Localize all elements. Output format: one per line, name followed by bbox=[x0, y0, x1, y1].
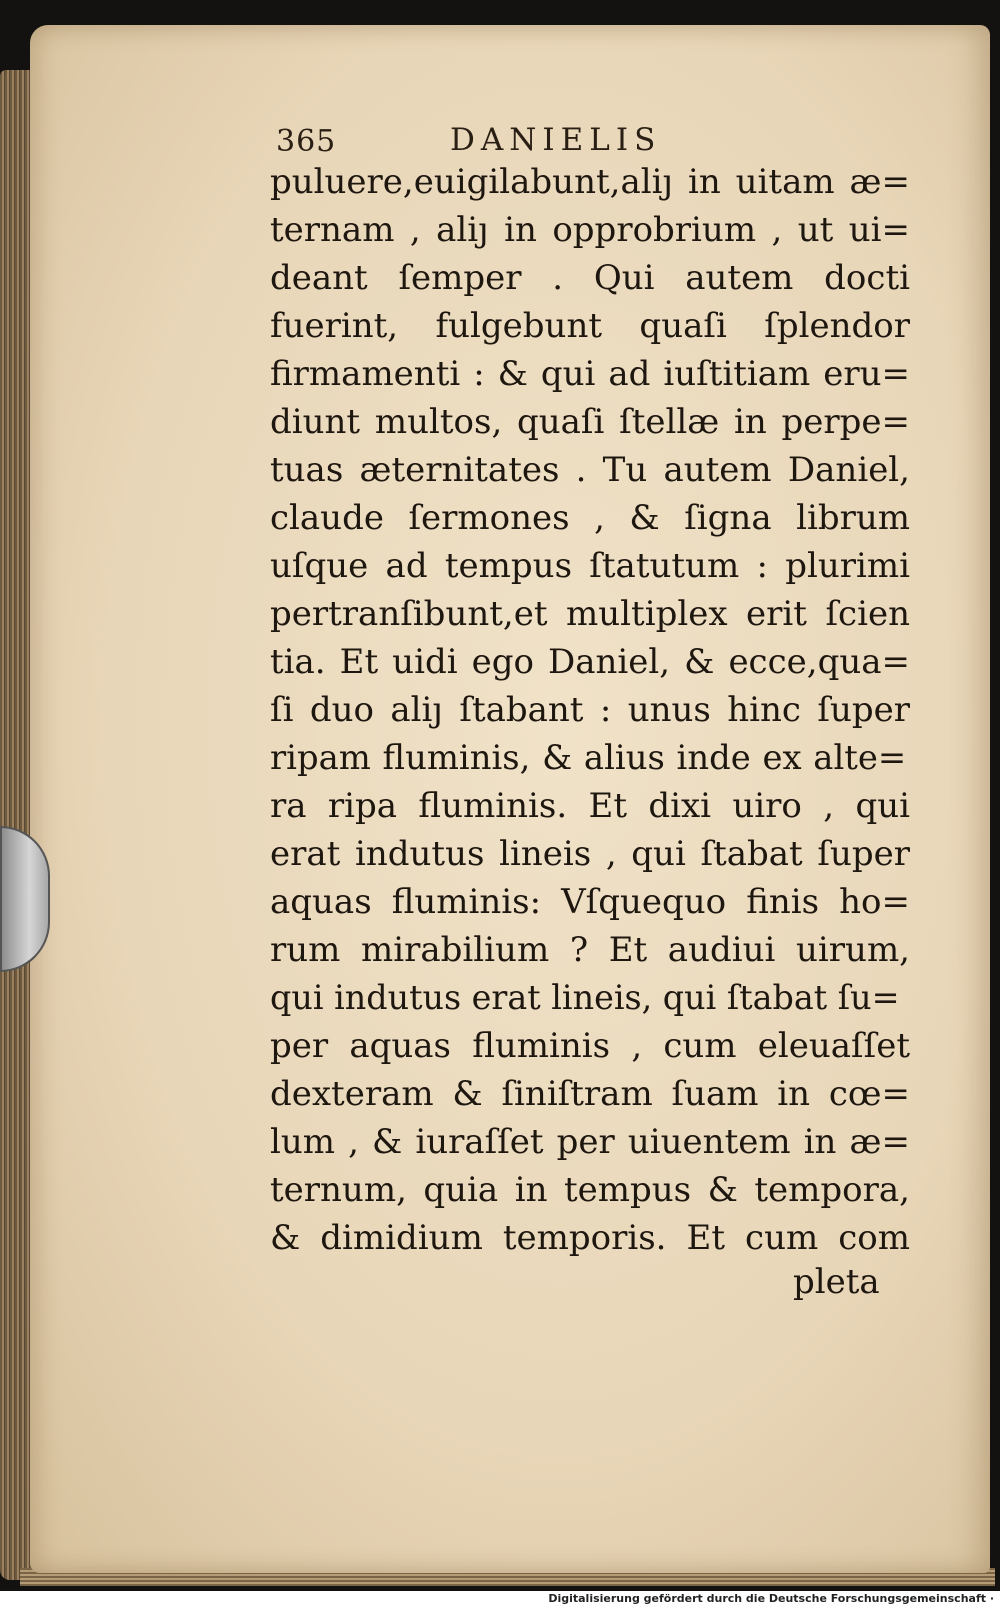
text-line: pertranſibunt,et multiplex erit ſcien bbox=[270, 594, 910, 634]
text-line: ra ripa fluminis. Et dixi uiro , qui bbox=[270, 786, 910, 826]
text-line: ſi duo aliȷ ſtabant : unus hinc ſuper bbox=[270, 690, 910, 730]
text-line: diunt multos, quaſi ſtellæ in perpe= bbox=[270, 402, 910, 442]
text-line: uſque ad tempus ſtatutum : plurimi bbox=[270, 546, 910, 586]
text-line: per aquas fluminis , cum eleuaſſet bbox=[270, 1026, 910, 1066]
text-line: lum , & iuraſſet per uiuentem in æ= bbox=[270, 1122, 910, 1162]
footer-credit: Digitalisierung gefördert durch die Deutsche Forschungsgemeinschaft · bbox=[548, 1592, 994, 1605]
text-line: dexteram & ſiniſtram ſuam in cœ= bbox=[270, 1074, 910, 1114]
text-line: firmamenti : & qui ad iuſtitiam eru= bbox=[270, 354, 910, 394]
page-number: 365 bbox=[276, 124, 337, 159]
text-line: puluere,euigilabunt,aliȷ in uitam æ= bbox=[270, 162, 910, 202]
text-line: rum mirabilium ? Et audiui uirum, bbox=[270, 930, 910, 970]
text-line: tia. Et uidi ego Daniel, & ecce,qua= bbox=[270, 642, 910, 682]
text-line: claude ſermones , & ſigna librum bbox=[270, 498, 910, 538]
text-line: tuas æternitates . Tu autem Daniel, bbox=[270, 450, 910, 490]
text-line: aquas fluminis: Vſquequo finis ho= bbox=[270, 882, 910, 922]
text-line: deant ſemper . Qui autem docti bbox=[270, 258, 910, 298]
text-line: fuerint, fulgebunt quaſi ſplendor bbox=[270, 306, 910, 346]
text-line: & dimidium temporis. Et cum com bbox=[270, 1218, 910, 1258]
catchword: pleta bbox=[793, 1262, 880, 1302]
text-line: ripam fluminis, & alius inde ex alte= bbox=[270, 738, 907, 778]
text-line: ternam , aliȷ in opprobrium , ut ui= bbox=[270, 210, 910, 250]
text-line: erat indutus lineis , qui ſtabat ſuper bbox=[270, 834, 910, 874]
text-line: ternum, quia in tempus & tempora, bbox=[270, 1170, 910, 1210]
text-line: qui indutus erat lineis, qui ſtabat ſu= bbox=[270, 978, 900, 1018]
running-head: DANIELIS bbox=[450, 122, 662, 158]
body-text bbox=[270, 158, 910, 1262]
